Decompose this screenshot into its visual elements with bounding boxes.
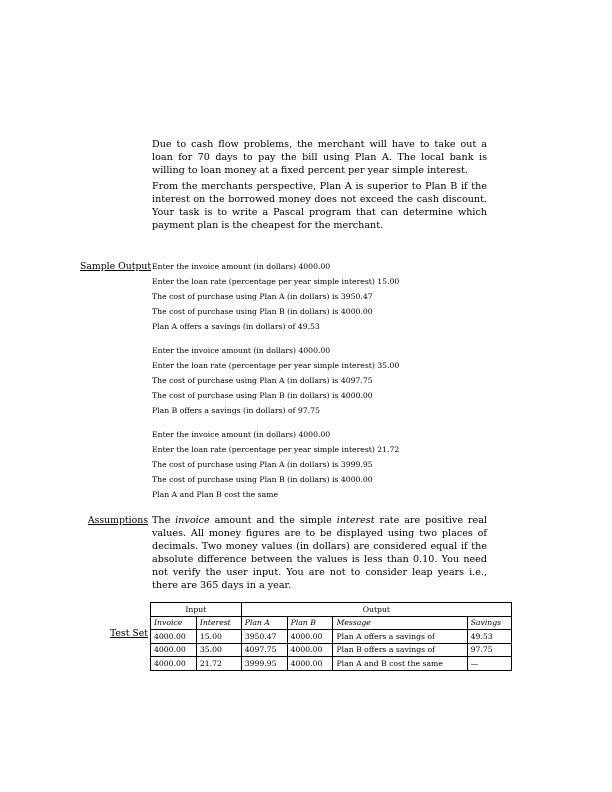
col-savings-header: Savings [467,616,511,630]
test-set-label: Test Set [109,628,148,639]
table-cell: 4000.00 [151,630,197,644]
table-cell: 15.00 [196,630,241,644]
table-cell: 4097.75 [241,643,287,657]
table-cell: 3950.47 [241,630,287,644]
col-message-header: Message [333,616,467,630]
run-line: Enter the invoice amount (in dollars) 4000.00 [152,262,331,271]
run-line: Plan A and Plan B cost the same [152,489,279,499]
test-set-table [150,602,512,671]
assumptions-label: Assumptions [87,515,148,526]
run-line: The cost of purchase using Plan A (in dollars) is 4097.75 [152,375,373,385]
sample-output-runs [152,260,512,503]
col-plan-a-header: Plan A [241,616,287,630]
table-cell: 35.00 [196,643,241,657]
table-row [151,643,512,657]
run-line: The cost of purchase using Plan B (in dollars) is 4000.00 [152,474,373,484]
table-cell: 49.53 [467,630,511,644]
table-row [151,657,512,671]
intro-paragraph-2: From the merchants perspective, Plan A is superior to Plan B if the interest on the borrowed money does not exceed the cash discount. Your task is to write a Pascal program that can determine which payment plan is the cheapest for the merchant. [152,181,487,232]
sample-run-1 [152,260,512,334]
sample-run-3 [152,428,512,502]
table-row [151,630,512,644]
output-group-header: Output [241,603,511,617]
table-cell: 21.72 [196,657,241,671]
table-cell: 4000.00 [287,643,333,657]
table-cell: — [467,657,511,671]
table-cell: 4000.00 [287,657,333,671]
run-line: Enter the loan rate (percentage per year simple interest) 35.00 [152,361,400,371]
run-line: The cost of purchase using Plan A (in dollars) is 3950.47 [152,291,373,301]
col-invoice-header: Invoice [151,616,197,630]
assumptions-paragraph [152,514,487,593]
run-line: Enter the loan rate (percentage per year simple interest) 15.00 [152,276,400,286]
table-cell: Plan B offers a savings of [333,643,467,657]
assumptions-text: The [152,515,176,526]
run-line: Enter the invoice amount (in dollars) 4000.00 [152,346,331,356]
run-line: Plan A offers a savings (in dollars) of 49.53 [152,321,320,331]
run-line: Enter the loan rate (percentage per year simple interest) 21.72 [152,445,400,455]
intro-paragraph-1: Due to cash flow problems, the merchant will have to take out a loan for 70 days to pay the bill using Plan A. The local bank is willing to loan money at a fixed percent per year simple interest. [152,139,487,177]
sample-run-2 [152,344,512,418]
sample-output-label: Sample Output [80,261,152,272]
assumptions-text: amount and the simple [209,515,337,526]
table-cell: 97.75 [467,643,511,657]
interest-term: interest [336,515,375,526]
run-line: Enter the invoice amount (in dollars) 4000.00 [152,430,331,440]
table-cell: Plan A offers a savings of [333,630,467,644]
assumptions-text: rate are positive real values. All money figures are to be displayed using two places of decimals. Two money values (in dollars) are considered equal if the absolute difference between the values is less than 0.10. You need not verify the user input. You are not to consider leap years i.e., there are 365 days in a year. [152,515,487,592]
col-interest-header: Interest [196,616,241,630]
table-cell: 4000.00 [151,657,197,671]
table-cell: 4000.00 [287,630,333,644]
input-group-header: Input [151,603,242,617]
run-line: The cost of purchase using Plan B (in dollars) is 4000.00 [152,390,373,400]
table-cell: Plan A and B cost the same [333,657,467,671]
table-cell: 4000.00 [151,643,197,657]
run-line: The cost of purchase using Plan A (in dollars) is 3999.95 [152,460,373,470]
run-line: The cost of purchase using Plan B (in dollars) is 4000.00 [152,306,373,316]
run-line: Plan B offers a savings (in dollars) of 97.75 [152,405,320,415]
invoice-term: invoice [175,515,210,526]
table-cell: 3999.95 [241,657,287,671]
col-plan-b-header: Plan B [287,616,333,630]
